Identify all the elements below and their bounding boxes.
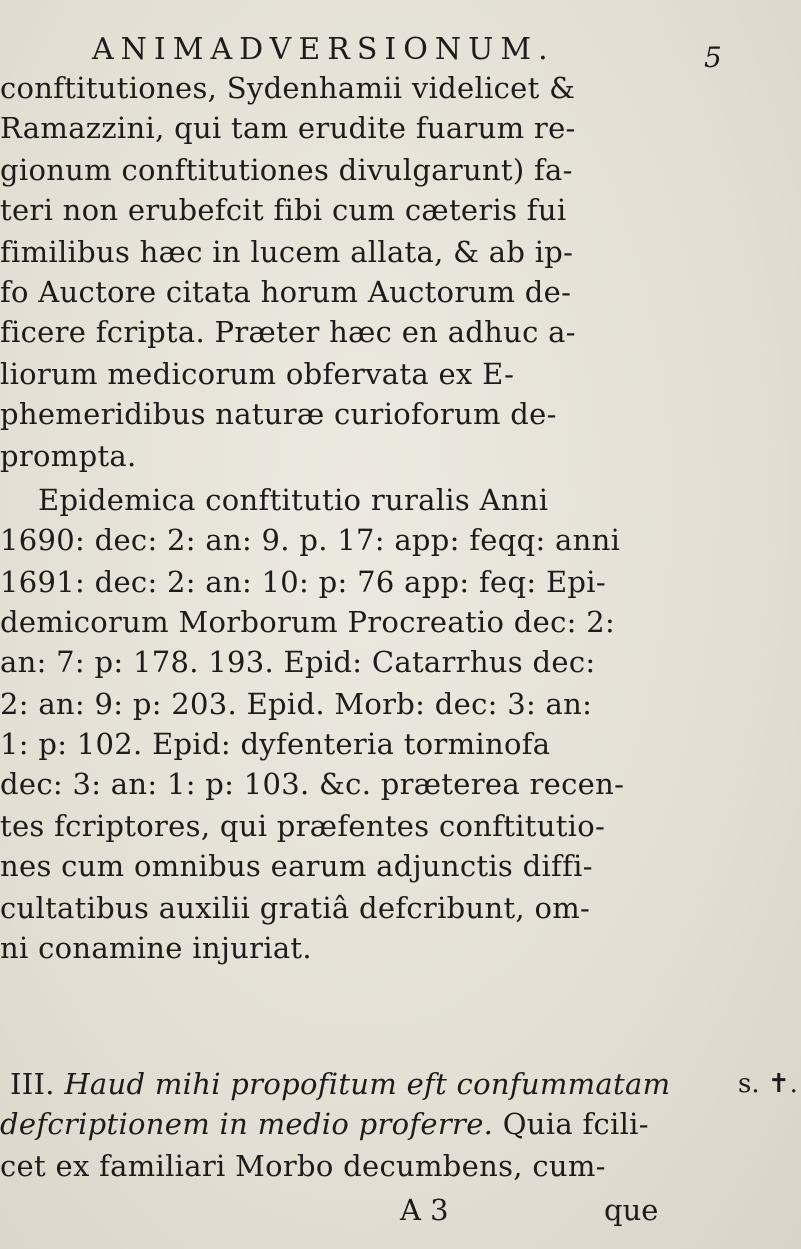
paragraph-start-line: Epidemica conftitutio ruralis Anni xyxy=(38,483,549,517)
text-line: 1: p: 102. Epid: dyfenteria torminofa xyxy=(0,727,551,761)
text-line: conftitutiones, Sydenhamii videlicet & xyxy=(0,71,576,105)
page-footer xyxy=(0,1146,801,1227)
text-line: 1690: dec: 2: an: 9. p. 17: app: feqq: anni xyxy=(0,523,621,557)
section-italic-text: Haud mihi propofitum eft confummatam xyxy=(64,1067,671,1101)
text-line: ficere fcripta. Præter hæc en adhuc a- xyxy=(0,315,576,349)
text-line: cultatibus auxilii gratiâ defcribunt, om- xyxy=(0,891,591,925)
text-line: 1691: dec: 2: an: 10: p: 76 app: feq: Epi- xyxy=(0,565,606,599)
catchword: que xyxy=(604,1193,659,1227)
text-line: gionum conftitutiones divulgarunt) fa- xyxy=(0,153,573,187)
text-line: fimilibus hæc in lucem allata, & ab ip- xyxy=(0,235,574,269)
section-italic-text: defcriptionem in medio proferre. xyxy=(0,1107,494,1141)
text-line: 2: an: 9: p: 203. Epid. Morb: dec: 3: an: xyxy=(0,687,593,721)
page-number: 5 xyxy=(704,41,722,74)
text-line: teri non erubefcit fibi cum cæteris fui xyxy=(0,193,567,227)
text-line: demicorum Morborum Procreatio dec: 2: xyxy=(0,605,616,639)
section-text: Quia fcili- xyxy=(502,1107,649,1141)
text-line: ni conamine injuriat. xyxy=(0,931,312,965)
text-line: Ramazzini, qui tam erudite fuarum re- xyxy=(0,111,576,145)
text-line: dec: 3: an: 1: p: 103. &c. præterea recen- xyxy=(0,767,625,801)
signature-mark: A 3 xyxy=(400,1193,449,1227)
page-header xyxy=(92,28,722,74)
text-line xyxy=(0,1104,680,1144)
running-title: ANIMADVERSIONUM. xyxy=(92,32,555,67)
section-heading-line xyxy=(10,1064,690,1104)
text-line: nes cum omnibus earum adjunctis diffi- xyxy=(0,849,593,883)
margin-note: s. ✝. xyxy=(738,1069,798,1099)
text-line: fo Auctore citata horum Auctorum de- xyxy=(0,275,572,309)
text-line: liorum medicorum obfervata ex E- xyxy=(0,357,515,391)
text-line: tes fcriptores, qui præfentes conftitutio- xyxy=(0,809,606,843)
text-line: an: 7: p: 178. 193. Epid: Catarrhus dec: xyxy=(0,645,596,679)
text-line: phemeridibus naturæ curioforum de- xyxy=(0,397,557,431)
text-line: prompta. xyxy=(0,439,137,473)
section-numeral: III. xyxy=(10,1067,55,1101)
text-line: cet ex familiari Morbo decumbens, cum- xyxy=(0,1149,606,1183)
